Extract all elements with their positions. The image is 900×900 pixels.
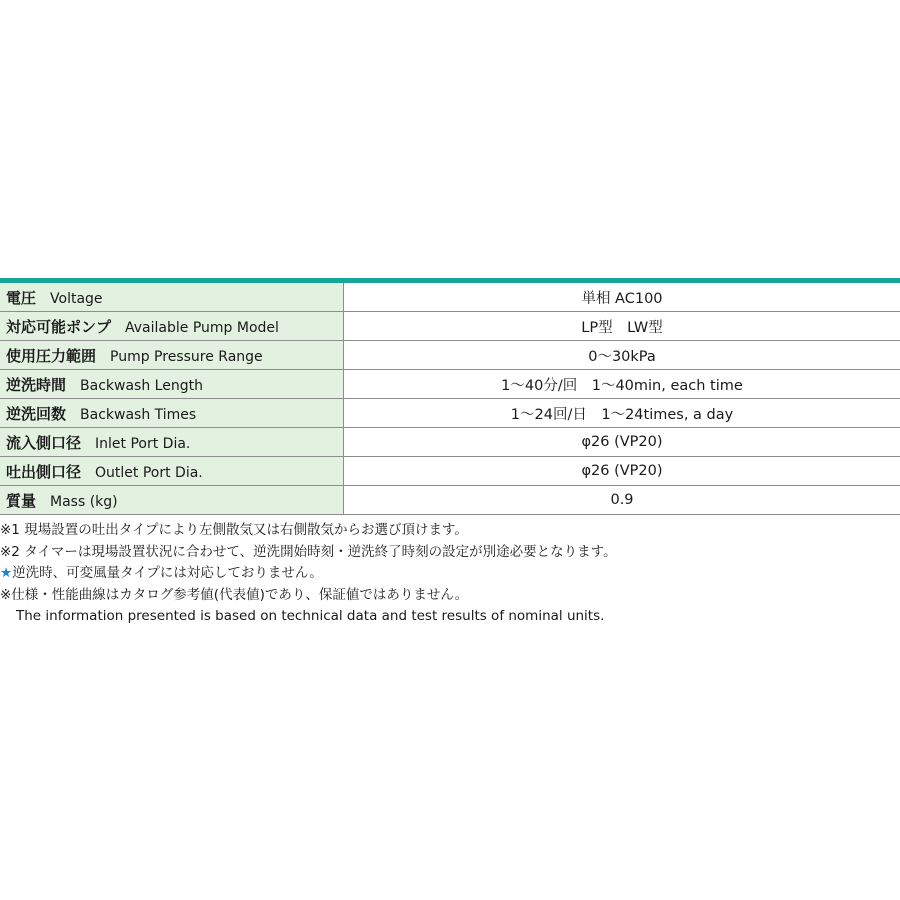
- row-value: 1〜40分/回 1〜40min, each time: [344, 370, 900, 399]
- footnotes: [0, 520, 900, 628]
- row-label: [0, 370, 344, 399]
- label-jp: 逆洗回数: [6, 404, 67, 423]
- row-value: φ26 (VP20): [344, 428, 900, 457]
- footnote-4: ※仕様・性能曲線はカタログ参考値(代表値)であり、保証値ではありません。: [0, 586, 469, 603]
- label-jp: 使用圧力範囲: [6, 346, 97, 365]
- label-jp: 逆洗時間: [6, 375, 67, 394]
- label-en: Inlet Port Dia.: [95, 435, 191, 452]
- row-value: 0.9: [344, 486, 900, 515]
- row-label: [0, 486, 344, 515]
- label-en: Backwash Times: [80, 406, 197, 423]
- row-value: φ26 (VP20): [344, 457, 900, 486]
- label-en: Pump Pressure Range: [110, 348, 263, 365]
- footnote-2: ※2 タイマーは現場設置状況に合わせて、逆洗開始時刻・逆洗終了時刻の設定が別途必要となります。: [0, 543, 617, 560]
- footnote-3-text: 逆洗時、可変風量タイプには対応しておりません。: [12, 565, 323, 581]
- row-label: [0, 283, 344, 312]
- label-jp: 対応可能ポンプ: [6, 317, 112, 336]
- row-label: [0, 312, 344, 341]
- row-label: [0, 341, 344, 370]
- label-jp: 電圧: [6, 288, 37, 307]
- row-label: [0, 428, 344, 457]
- table-row: [0, 341, 900, 370]
- table-row: [0, 457, 900, 486]
- table-row: [0, 283, 900, 312]
- spec-table-container: [0, 278, 900, 515]
- table-row: [0, 399, 900, 428]
- row-value: LP型 LW型: [344, 312, 900, 341]
- footnote-5: The information presented is based on technical data and test results of nominal units.: [16, 608, 605, 624]
- label-jp: 質量: [6, 491, 37, 510]
- table-row: [0, 428, 900, 457]
- label-en: Outlet Port Dia.: [95, 464, 203, 481]
- table-row: [0, 370, 900, 399]
- row-value: 0〜30kPa: [344, 341, 900, 370]
- label-en: Backwash Length: [80, 377, 203, 394]
- label-jp: 流入側口径: [6, 433, 82, 452]
- row-label: [0, 399, 344, 428]
- label-jp: 吐出側口径: [6, 462, 82, 481]
- table-row: [0, 312, 900, 341]
- star-icon: ★: [0, 565, 13, 581]
- row-value: 1〜24回/日 1〜24times, a day: [344, 399, 900, 428]
- footnote-3: [0, 563, 900, 585]
- spec-table: [0, 283, 900, 515]
- row-value: 単相 AC100: [344, 283, 900, 312]
- label-en: Available Pump Model: [125, 319, 279, 336]
- table-row: [0, 486, 900, 515]
- row-label: [0, 457, 344, 486]
- label-en: Mass (kg): [50, 493, 118, 510]
- label-en: Voltage: [50, 290, 103, 307]
- footnote-1: ※1 現場設置の吐出タイプにより左側散気又は右側散気からお選び頂けます。: [0, 522, 468, 538]
